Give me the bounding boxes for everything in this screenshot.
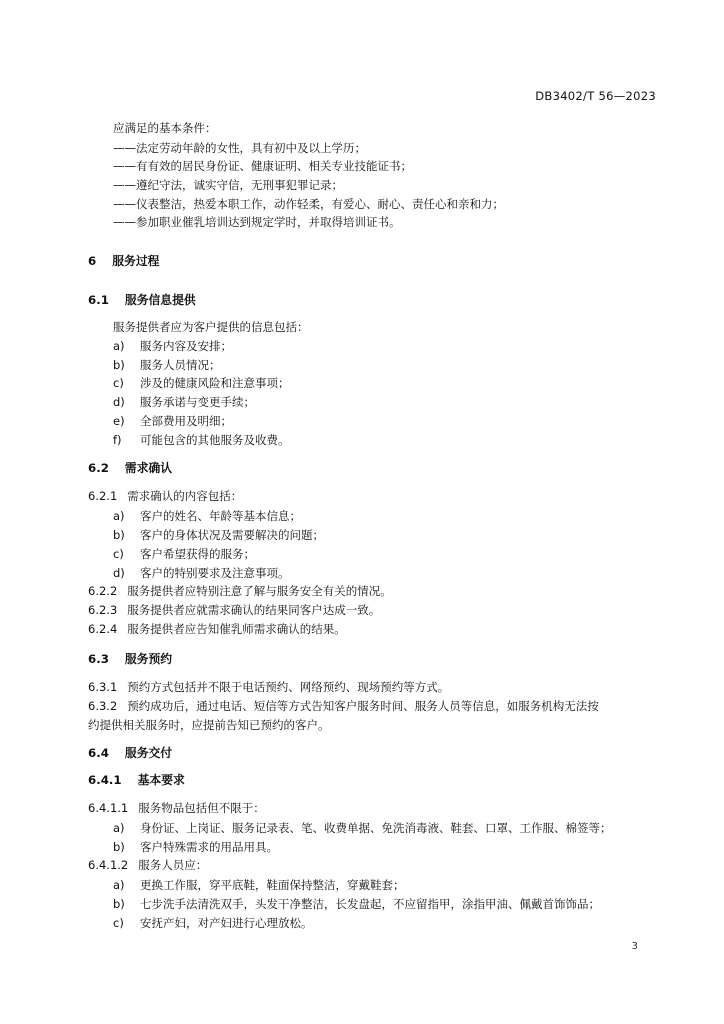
list-item: b) 客户特殊需求的用品用具。	[113, 840, 278, 854]
paragraph: 6.4.1.2 服务人员应：	[88, 858, 208, 872]
section-heading-6-1: 6.1 服务信息提供	[88, 293, 196, 307]
paragraph: 6.2.1 需求确认的内容包括：	[88, 489, 243, 503]
paragraph: 6.2.2 服务提供者应特别注意了解与服务安全有关的情况。	[88, 584, 392, 598]
list-item: ——遵纪守法，诚实守信，无刑事犯罪记录；	[113, 178, 343, 192]
list-item: c) 客户希望获得的服务；	[113, 547, 255, 561]
list-item: a) 身份证、上岗证、服务记录表、笔、收费单据、免洗消毒液、鞋套、口罩、工作服、棉签等；	[113, 821, 612, 835]
list-item: e) 全部费用及明细；	[113, 414, 232, 428]
list-item: c) 安抚产妇，对产妇进行心理放松。	[113, 916, 313, 930]
paragraph: 6.3.2 预约成功后，通过电话、短信等方式告知客户服务时间、服务人员等信息，如服务机构无法按	[88, 699, 599, 713]
list-item: d) 客户的特别要求及注意事项。	[113, 566, 290, 580]
paragraph: 6.4.1.1 服务物品包括但不限于：	[88, 801, 265, 815]
section-heading-6-2: 6.2 需求确认	[88, 461, 173, 475]
list-item: ——法定劳动年龄的女性，具有初中及以上学历；	[113, 141, 366, 155]
list-item: ——仪表整洁，热爱本职工作，动作轻柔，有爱心、耐心、责任心和亲和力；	[113, 197, 504, 211]
list-item: c) 涉及的健康风险和注意事项；	[113, 376, 290, 390]
intro-lead: 应满足的基本条件：	[113, 121, 217, 135]
paragraph-continuation: 约提供相关服务时，应提前告知已预约的客户。	[88, 718, 330, 732]
section-heading-6-3: 6.3 服务预约	[88, 652, 173, 666]
list-item: a) 更换工作服，穿平底鞋，鞋面保持整洁，穿戴鞋套；	[113, 878, 405, 892]
section-heading-6: 6 服务过程	[88, 254, 160, 268]
list-item: b) 服务人员情况；	[113, 358, 221, 372]
list-item: d) 服务承诺与变更手续；	[113, 395, 255, 409]
page-number: 3	[631, 941, 638, 952]
list-item: a) 服务内容及安排；	[113, 339, 232, 353]
section-heading-6-4-1: 6.4.1 基本要求	[88, 773, 185, 787]
paragraph: 6.2.3 服务提供者应就需求确认的结果同客户达成一致。	[88, 603, 381, 617]
document-code: DB3402/T 56—2023	[535, 89, 656, 103]
paragraph: 6.2.4 服务提供者应告知催乳师需求确认的结果。	[88, 622, 346, 636]
list-item: a) 客户的姓名、年龄等基本信息；	[113, 509, 301, 523]
section-heading-6-4: 6.4 服务交付	[88, 746, 173, 760]
list-item: b) 七步洗手法清洗双手，头发干净整洁，长发盘起，不应留指甲，涂指甲油、佩戴首饰饰品；	[113, 897, 600, 911]
paragraph: 服务提供者应为客户提供的信息包括：	[113, 320, 309, 334]
list-item: f) 可能包含的其他服务及收费。	[113, 433, 290, 447]
paragraph: 6.3.1 预约方式包括并不限于电话预约、网络预约、现场预约等方式。	[88, 680, 450, 694]
list-item: ——参加职业催乳培训达到规定学时，并取得培训证书。	[113, 215, 401, 229]
list-item: b) 客户的身体状况及需要解决的问题；	[113, 528, 324, 542]
list-item: ——有有效的居民身份证、健康证明、相关专业技能证书；	[113, 159, 412, 173]
